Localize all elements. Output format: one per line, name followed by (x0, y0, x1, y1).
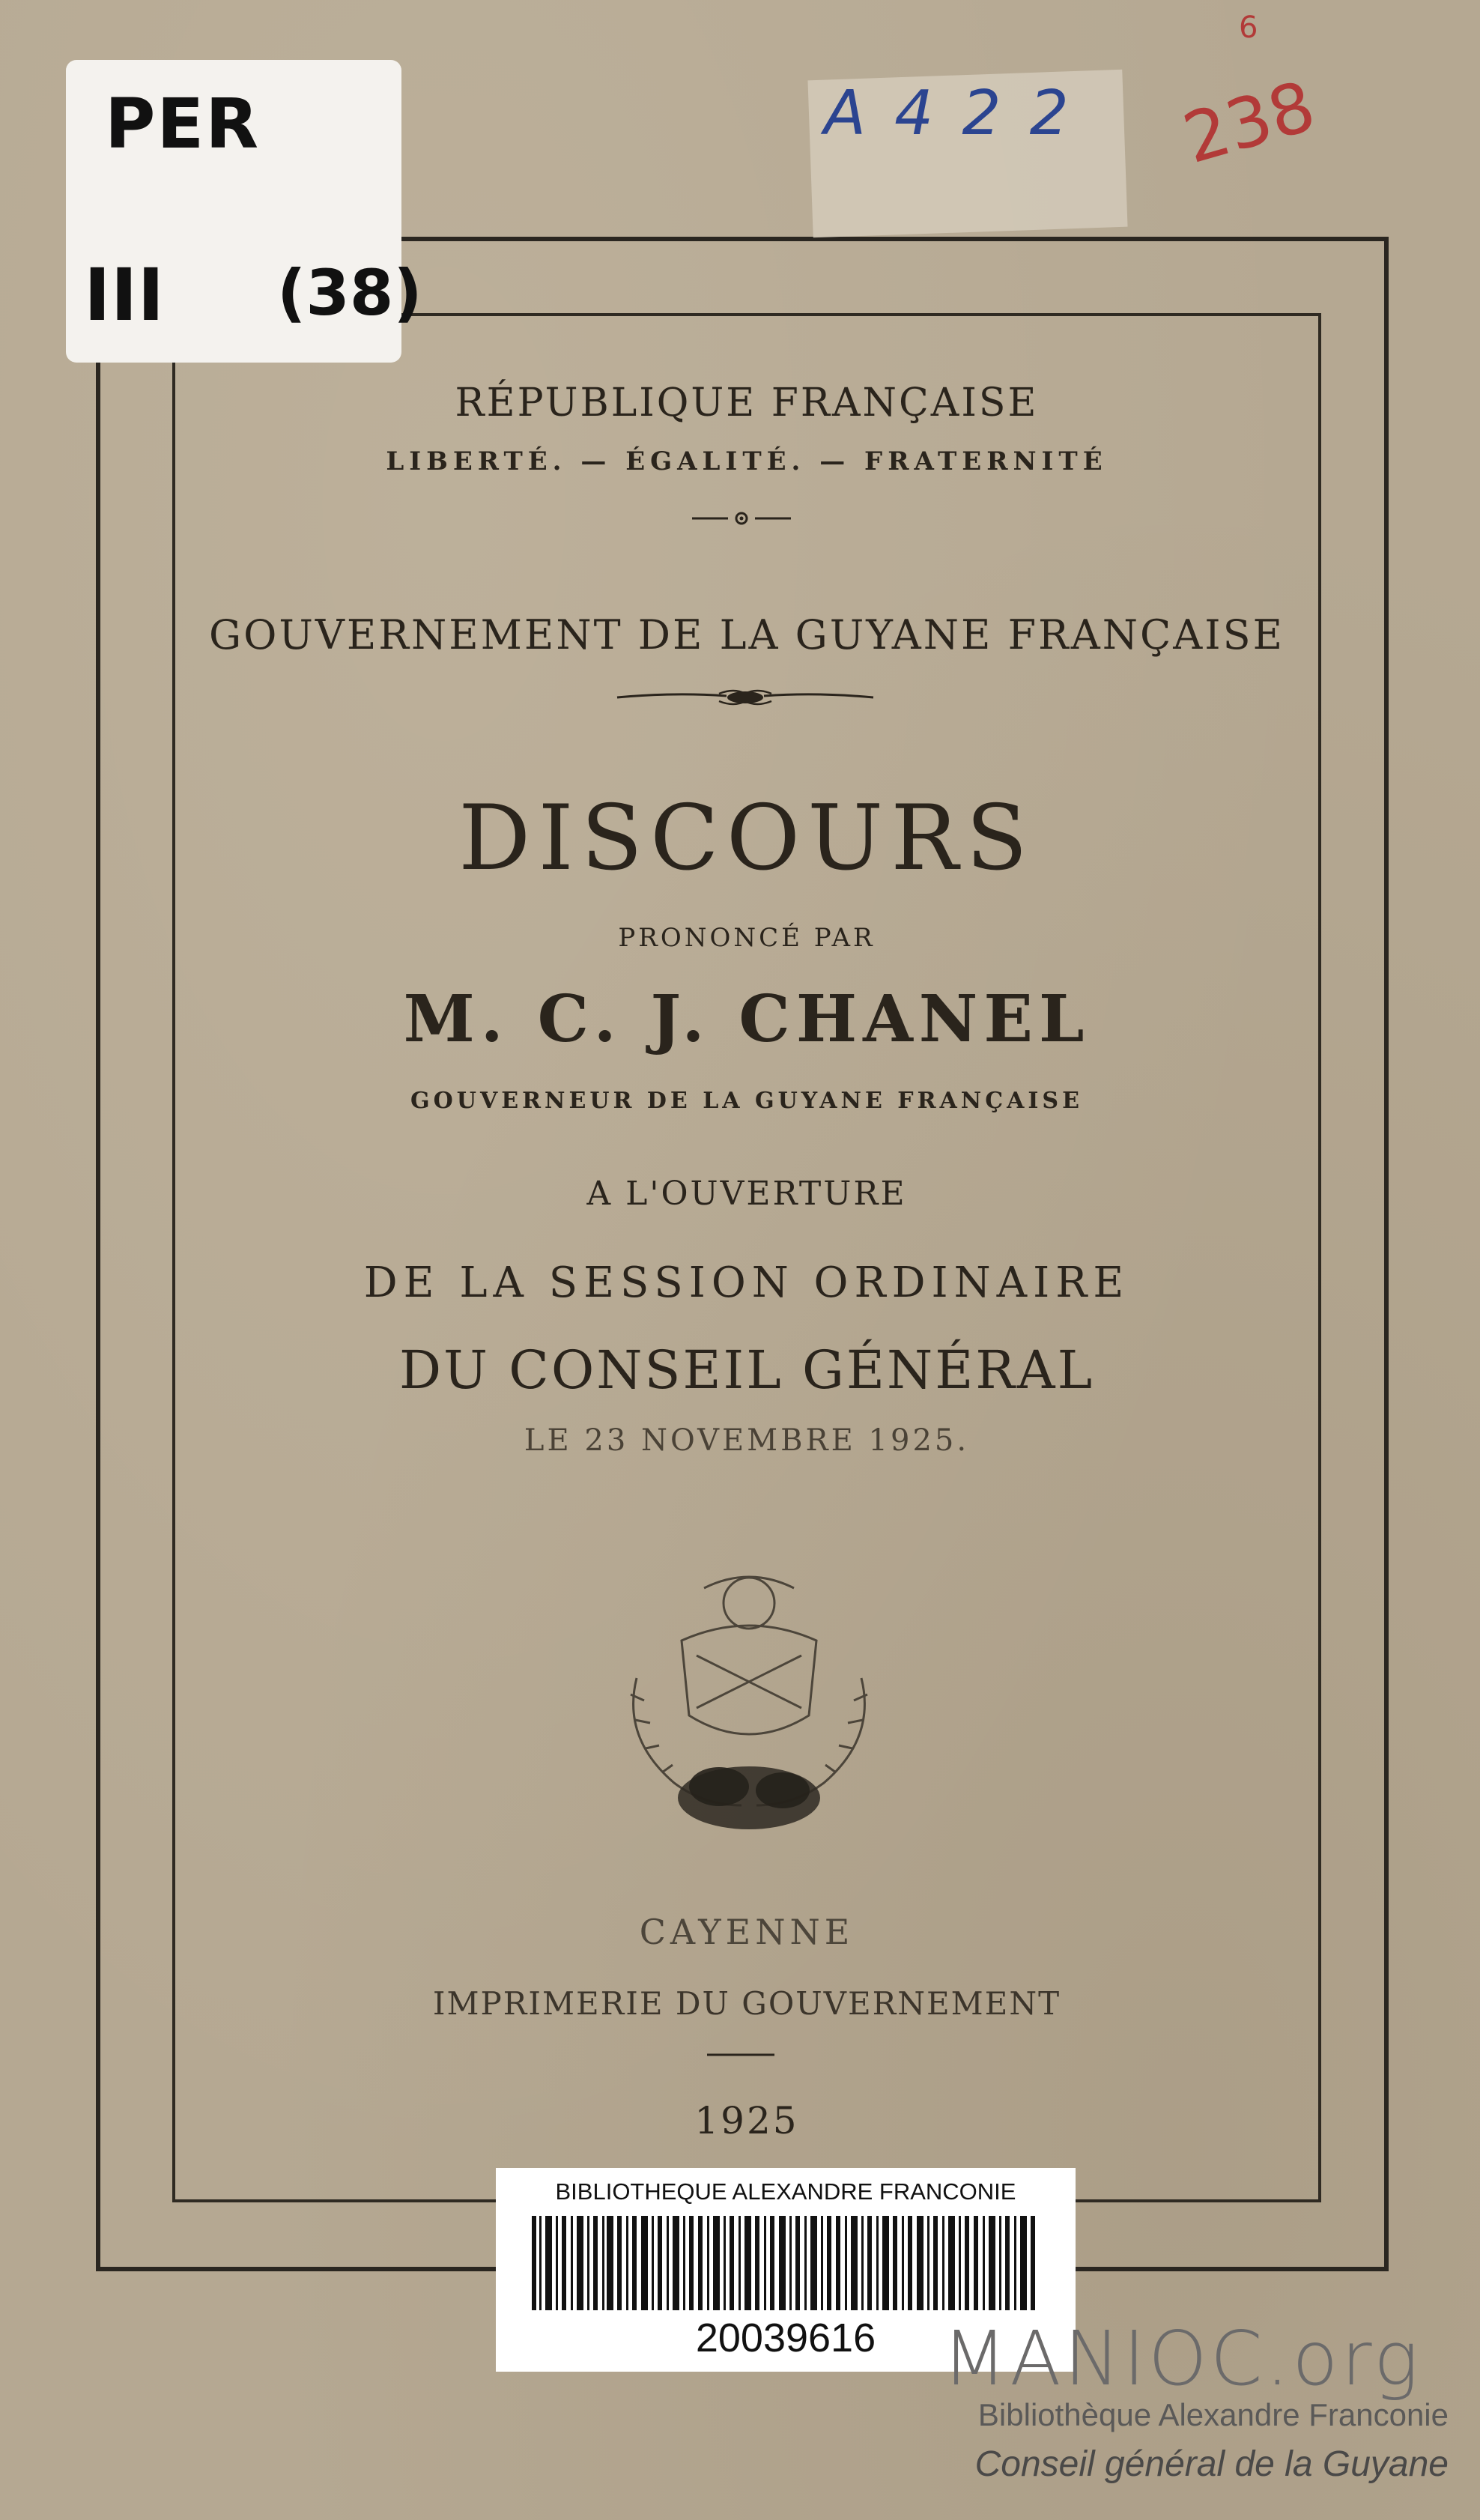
occasion-line-2: DE LA SESSION ORDINAIRE (363, 1259, 1130, 1307)
barcode (532, 2216, 1040, 2310)
short-rule (707, 2053, 774, 2057)
blue-handwritten-mark: A 4 2 2 (824, 78, 1073, 149)
speaker-name: M. C. J. CHANEL (403, 981, 1091, 1057)
barcode-number: 20039616 (695, 2315, 876, 2360)
red-handwritten-number: 238 (1174, 65, 1323, 180)
motto: LIBERTÉ. — ÉGALITÉ. — FRATERNITÉ (386, 446, 1108, 476)
shelfmark-line-2: III (84, 253, 165, 337)
ornament-divider-small (689, 509, 794, 527)
session-date: LE 23 NOVEMBRE 1925. (524, 1423, 970, 1458)
occasion-line-1: A L'OUVERTURE (586, 1175, 907, 1213)
manioc-logo: MANIOC.org (942, 2315, 1422, 2402)
seal-emblem (592, 1558, 906, 1858)
watermark-council: Conseil général de la Guyane (974, 2444, 1449, 2484)
ornament-divider-large (614, 685, 876, 710)
shelfmark-line-3: (38) (277, 256, 422, 330)
watermark-library: Bibliothèque Alexandre Franconie (977, 2397, 1449, 2432)
library-name: BIBLIOTHEQUE ALEXANDRE FRANCONIE (555, 2178, 1016, 2205)
place-of-printing: CAYENNE (639, 1912, 855, 1952)
shelfmark-line-1: PER (105, 84, 261, 164)
government-heading: GOUVERNEMENT DE LA GUYANE FRANÇAISE (208, 611, 1285, 658)
publication-year: 1925 (694, 2099, 799, 2142)
pronounced-by-line: PRONONCÉ PAR (618, 923, 876, 953)
document-title: DISCOURS (458, 787, 1035, 891)
speaker-role: GOUVERNEUR DE LA GUYANE FRANÇAISE (410, 1088, 1083, 1114)
occasion-line-3: DU CONSEIL GÉNÉRAL (398, 1339, 1095, 1401)
printer: IMPRIMERIE DU GOUVERNEMENT (432, 1985, 1061, 2022)
red-handwritten-small: 6 (1239, 10, 1258, 45)
republic-heading: RÉPUBLIQUE FRANÇAISE (455, 381, 1039, 425)
